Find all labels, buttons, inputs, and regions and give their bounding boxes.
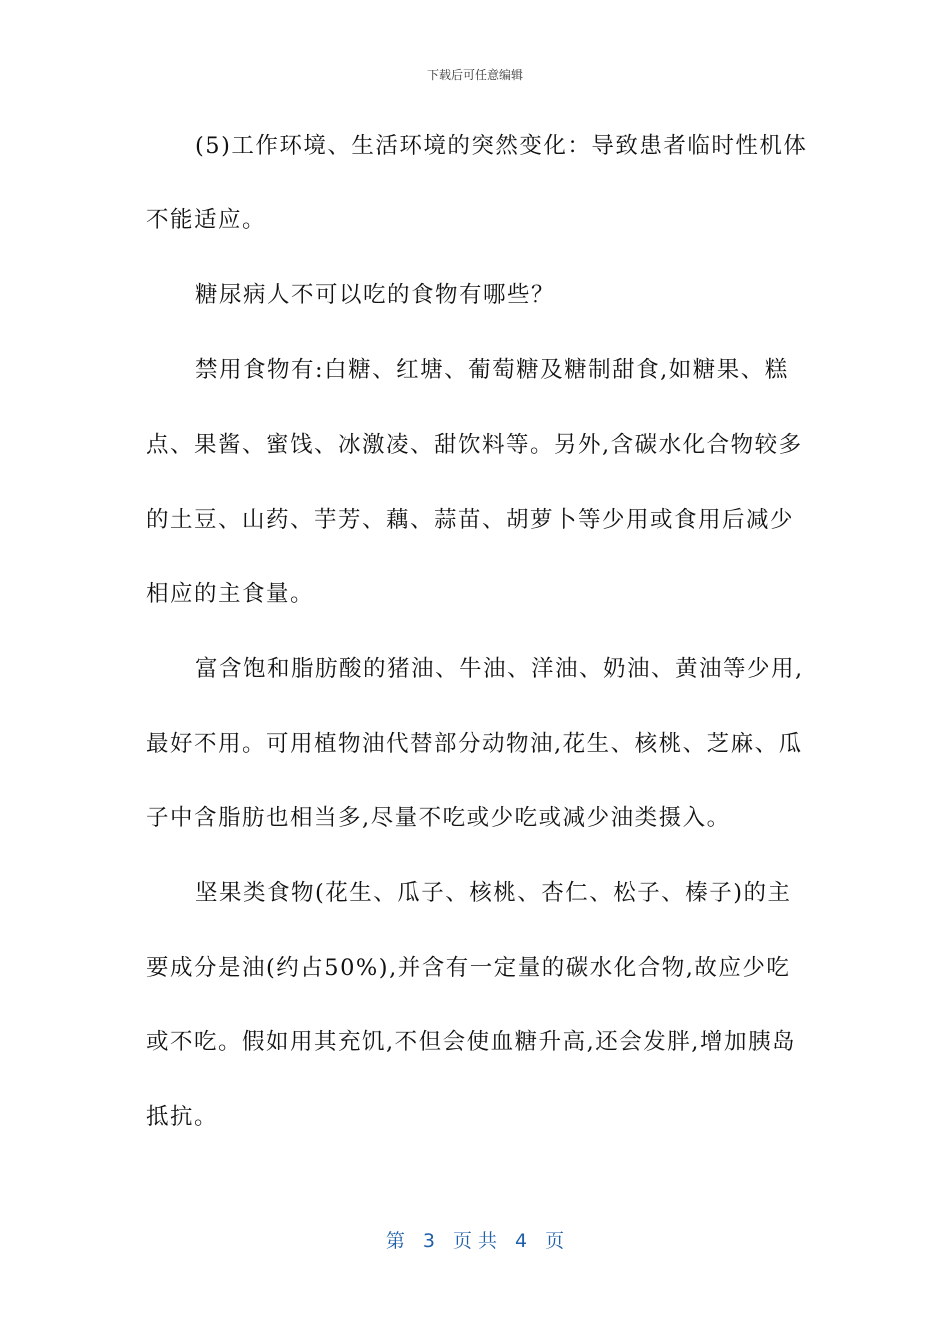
paragraph-line: 点、果酱、蜜饯、冰激凌、甜饮料等。另外,含碳水化合物较多 <box>146 432 803 458</box>
paragraph-line: 富含饱和脂肪酸的猪油、牛油、洋油、奶油、黄油等少用, <box>195 656 804 682</box>
footer-label-ye: 页 <box>545 1230 565 1252</box>
paragraph-line: 要成分是油(约占50%),并含有一定量的碳水化合物,故应少吃 <box>146 955 791 981</box>
paragraph-line: 禁用食物有:白糖、红塘、葡萄糖及糖制甜食,如糖果、糕 <box>195 357 789 383</box>
page-footer <box>0 1226 950 1253</box>
footer-label-di: 第 <box>385 1230 405 1252</box>
paragraph-line: 子中含脂肪也相当多,尽量不吃或少吃或减少油类摄入。 <box>146 805 731 831</box>
paragraph-line: 不能适应。 <box>146 207 267 233</box>
paragraph-line: 最好不用。可用植物油代替部分动物油,花生、核桃、芝麻、瓜 <box>146 731 803 757</box>
paragraph-heading: 糖尿病人不可以吃的食物有哪些？ <box>195 282 556 308</box>
page-header-note: 下载后可任意编辑 <box>426 68 523 82</box>
paragraph-line: 的土豆、山药、芋芳、藕、蒜苗、胡萝卜等少用或食用后减少 <box>146 507 795 533</box>
paragraph-line: 坚果类食物(花生、瓜子、核桃、杏仁、松子、榛子)的主 <box>195 880 792 906</box>
footer-label-ye-gong: 页 共 <box>452 1230 498 1252</box>
footer-total-pages: 4 <box>515 1230 528 1252</box>
paragraph-line: 或不吃。假如用其充饥,不但会使血糖升高,还会发胖,增加胰岛 <box>146 1029 796 1055</box>
paragraph-line: (5)工作环境、生活环境的突然变化：导致患者临时性机体 <box>195 133 808 159</box>
paragraph-line: 相应的主食量。 <box>146 581 315 607</box>
paragraph-line: 抵抗。 <box>146 1104 219 1130</box>
footer-current-page: 3 <box>422 1230 435 1252</box>
